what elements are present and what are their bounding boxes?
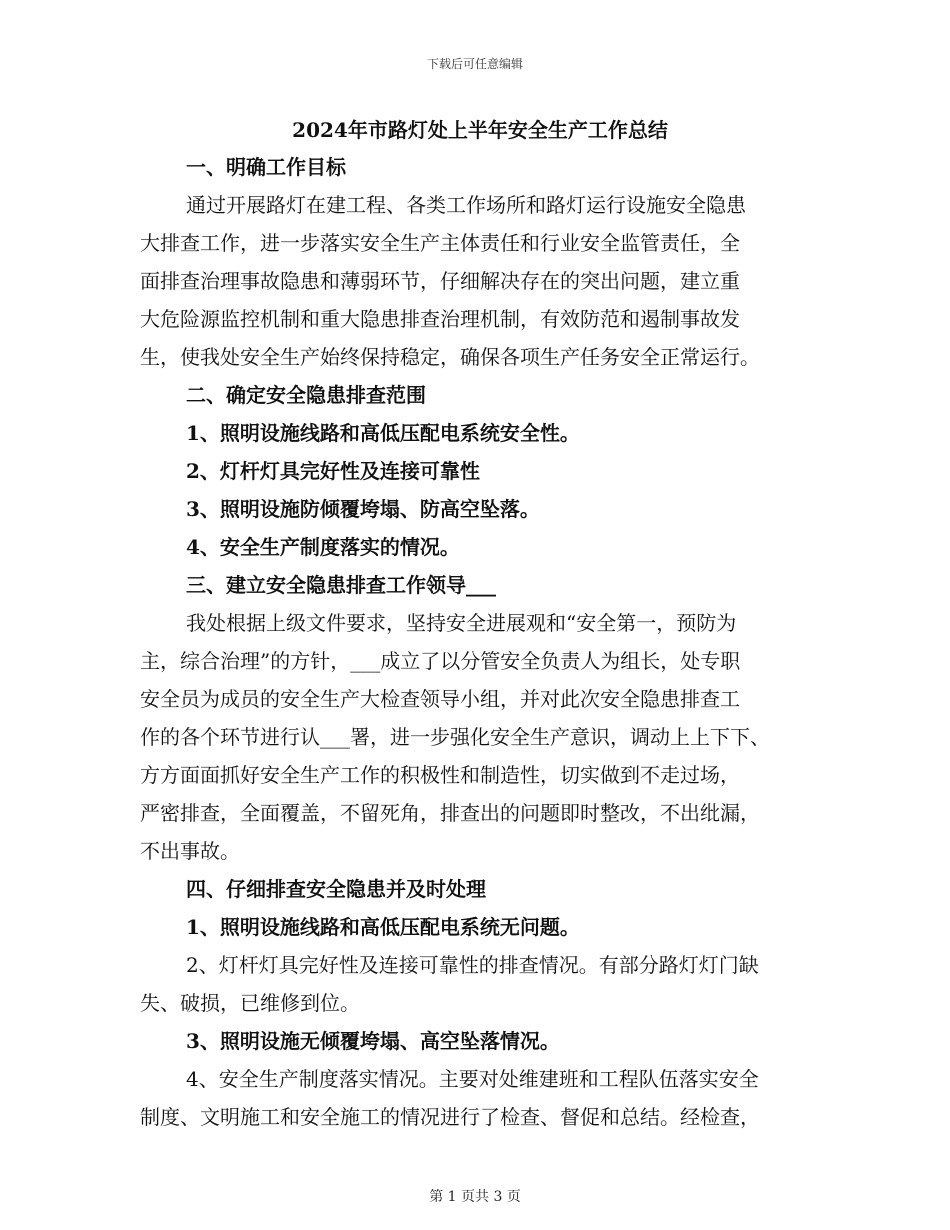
paragraph-line: 生，使我处安全生产始终保持稳定，确保各项生产任务安全正常运行。 <box>140 345 760 369</box>
heading-line: 一、明确工作目标 <box>186 155 346 179</box>
paragraph-line: 方方面面抓好安全生产工作的积极性和制造性，切实做到不走过场， <box>140 763 740 787</box>
heading-line: 4、安全生产制度落实的情况。 <box>186 535 460 559</box>
paragraph-line: 作的各个环节进行认___署，进一步强化安全生产意识，调动上上下下、 <box>140 725 770 749</box>
document-title: 2024年市路灯处上半年安全生产工作总结 <box>292 118 668 142</box>
paragraph-line: 通过开展路灯在建工程、各类工作场所和路灯运行设施安全隐患 <box>186 193 746 217</box>
paragraph-line: 安全员为成员的安全生产大检查领导小组，并对此次安全隐患排查工 <box>140 687 740 711</box>
heading-line: 1、照明设施线路和高低压配电系统安全性。 <box>186 421 580 445</box>
paragraph-line: 制度、文明施工和安全施工的情况进行了检查、督促和总结。经检查， <box>140 1105 760 1129</box>
text-lines <box>140 148 820 1136</box>
heading-line: 二、确定安全隐患排查范围 <box>186 383 426 407</box>
paragraph-line: 4、安全生产制度落实情况。主要对处维建班和工程队伍落实安全 <box>186 1067 759 1091</box>
paragraph-line: 严密排查，全面覆盖，不留死角，排查出的问题即时整改，不出纰漏， <box>140 801 760 825</box>
paragraph-line: 2、灯杆灯具完好性及连接可靠性的排查情况。有部分路灯灯门缺 <box>186 953 759 977</box>
paragraph-line: 主，综合治理”的方针，___成立了以分管安全负责人为组长，处专职 <box>140 649 741 673</box>
document-body <box>140 112 820 1136</box>
paragraph-line: 大危险源监控机制和重大隐患排查治理机制，有效防范和遏制事故发 <box>140 307 740 331</box>
heading-line: 四、仔细排查安全隐患并及时处理 <box>186 877 486 901</box>
paragraph-line: 我处根据上级文件要求，坚持安全进展观和“安全第一，预防为 <box>186 611 737 635</box>
paragraph-line: 大排查工作，进一步落实安全生产主体责任和行业安全监管责任，全 <box>140 231 740 255</box>
paragraph-line: 面排查治理事故隐患和薄弱环节，仔细解决存在的突出问题，建立重 <box>140 269 740 293</box>
page-number: 第 1 页共 3 页 <box>429 1189 521 1205</box>
paragraph-line: 失、破损，已维修到位。 <box>140 991 360 1015</box>
heading-line: 3、照明设施防倾覆垮塌、防高空坠落。 <box>186 497 540 521</box>
heading-line: 1、照明设施线路和高低压配电系统无问题。 <box>186 915 580 939</box>
paragraph-line: 不出事故。 <box>140 839 240 863</box>
heading-line: 2、灯杆灯具完好性及连接可靠性 <box>186 459 480 483</box>
heading-line: 三、建立安全隐患排查工作领导___ <box>186 573 496 597</box>
heading-line: 3、照明设施无倾覆垮塌、高空坠落情况。 <box>186 1029 560 1053</box>
header-note: 下载后可任意编辑 <box>426 57 523 71</box>
